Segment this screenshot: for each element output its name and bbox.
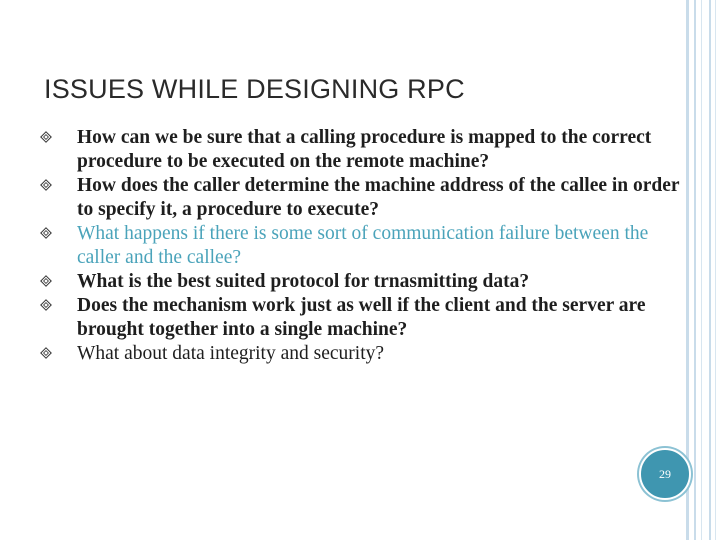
page-number-badge xyxy=(639,448,691,500)
diamond-outline-icon xyxy=(40,275,52,287)
decorative-rule xyxy=(715,0,716,540)
bullet-text: How does the caller determine the machine address of the callee in order to specify it, a procedure to execute? xyxy=(77,175,680,220)
bullet-item xyxy=(40,294,680,342)
bullet-item xyxy=(40,270,680,294)
diamond-outline-icon xyxy=(40,347,52,359)
decorative-rule xyxy=(709,0,711,540)
bullet-item xyxy=(40,222,680,270)
bullet-text: How can we be sure that a calling procedure is mapped to the correct procedure to be executed on the remote machine? xyxy=(77,127,652,172)
bullet-list xyxy=(40,126,680,366)
diamond-outline-icon xyxy=(40,299,52,311)
page-number: 29 xyxy=(659,466,671,481)
bullet-item xyxy=(40,174,680,222)
bullet-text: What about data integrity and security? xyxy=(77,343,385,364)
bullet-text: Does the mechanism work just as well if the client and the server are brought together into a single machine? xyxy=(77,295,646,340)
bullet-text: What happens if there is some sort of communication failure between the caller and the callee? xyxy=(77,223,649,268)
decorative-rule xyxy=(694,0,696,540)
diamond-outline-icon xyxy=(40,179,52,191)
diamond-outline-icon xyxy=(40,131,52,143)
bullet-text: What is the best suited protocol for trnasmitting data? xyxy=(77,271,530,292)
decorative-rule xyxy=(701,0,702,540)
bullet-item xyxy=(40,126,680,174)
slide-title: ISSUES WHILE DESIGNING RPC xyxy=(44,74,465,104)
diamond-outline-icon xyxy=(40,227,52,239)
bullet-item xyxy=(40,342,680,366)
